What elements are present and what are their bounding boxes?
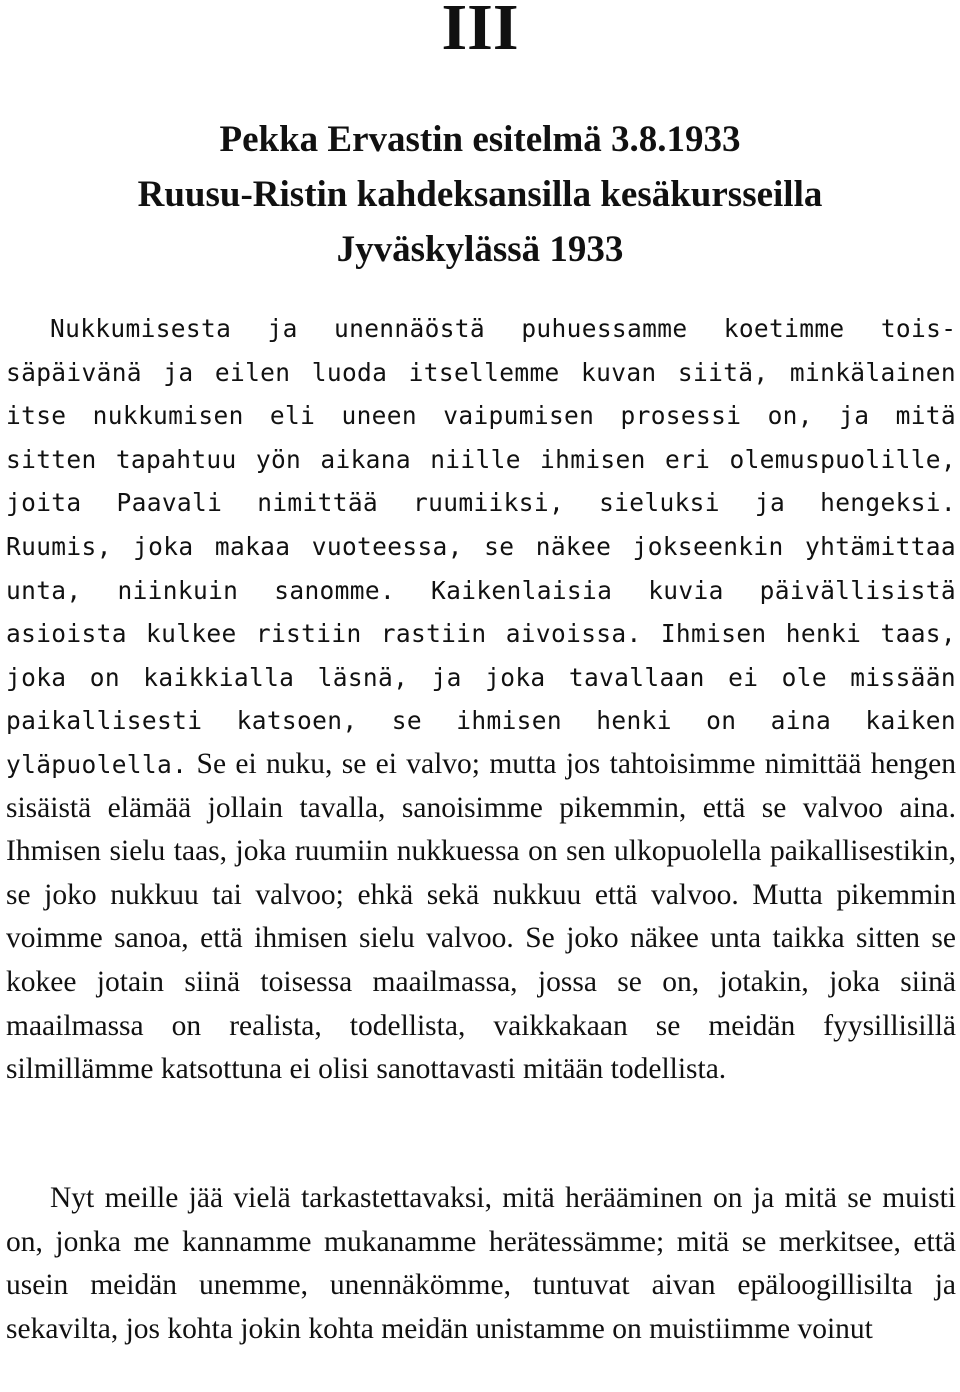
body-paragraph-2: Nyt meille jää vielä tarkastettavaksi, mitä herääminen on ja mitä se muisti on, jonka me kannamme mukanamme herätessämme; mitä se merkitsee, että usein meidän unemme, unennäkömme, tuntuvat aivan epäloogillisilta ja sekavilta, jos kohta jokin kohta meidän unistamme on muistiimme voinut (6, 1182, 956, 1345)
title-line-2: Ruusu-Ristin kahdeksansilla kesäkursseilla (137, 174, 823, 215)
paragraph-1-segment-1: Nukkumisesta ja unennäöstä puhuessamme koetimme toissäpäivänä ja eilen luoda itsellemme kuvan siitä, minkälainen itse nukkumisen eli uneen vaipumisen prosessi on, ja mitä sitten tapahtuu yön aikana niille ihmisen eri olemuspuolille, joita Paavali nimittää ruumiiksi, sieluksi ja hengeksi. Ruumis, joka makaa vuoteessa, se näkee jokseenkin yhtämittaa unta, niinkuin sanomme. Kaikenlaisia kuvia päivällisistä asioista kulkee ristiin rastiin aivoissa. Ihmisen henki taas, joka on kaikkialla läsnä, ja joka tavallaan ei ole missään paikallisesti katsoen, se ihmisen henki on aina kaiken yläpuolella. (6, 314, 956, 779)
title-line-3: Jyväskylässä 1933 (336, 229, 624, 270)
body-paragraph-1 (6, 307, 956, 1092)
paragraph-1-segment-2: Se ei nuku, se ei valvo; mutta jos tahtoisimme nimittää hengen sisäistä elämää jollain tavalla, sanoisimme pikemmin, että se valvoo aina. (6, 747, 956, 824)
title-line-1: Pekka Ervastin esitelmä 3.8.1933 (219, 119, 741, 160)
paragraph-1-segment-3: Ihmisen sielu taas, joka ruumiin nukkuessa on sen ulkopuolella paikallisestikin, se joko nukkuu tai valvoo; ehkä sekä nukkuu että valvoo. Mutta pikemmin voimme sanoa, että ihmisen sielu valvoo. Se joko näkee unta taikka sitten se kokee jotain siinä toisessa maailmassa, jossa se on, jotakin, joka siinä maailmassa on realista, todellista, vaikkakaan se meidän fyysillisillä silmillämme katsottuna ei olisi sanottavasti mitään todellista. (6, 835, 956, 1086)
lecture-title (0, 112, 960, 277)
chapter-number: III (441, 0, 519, 64)
